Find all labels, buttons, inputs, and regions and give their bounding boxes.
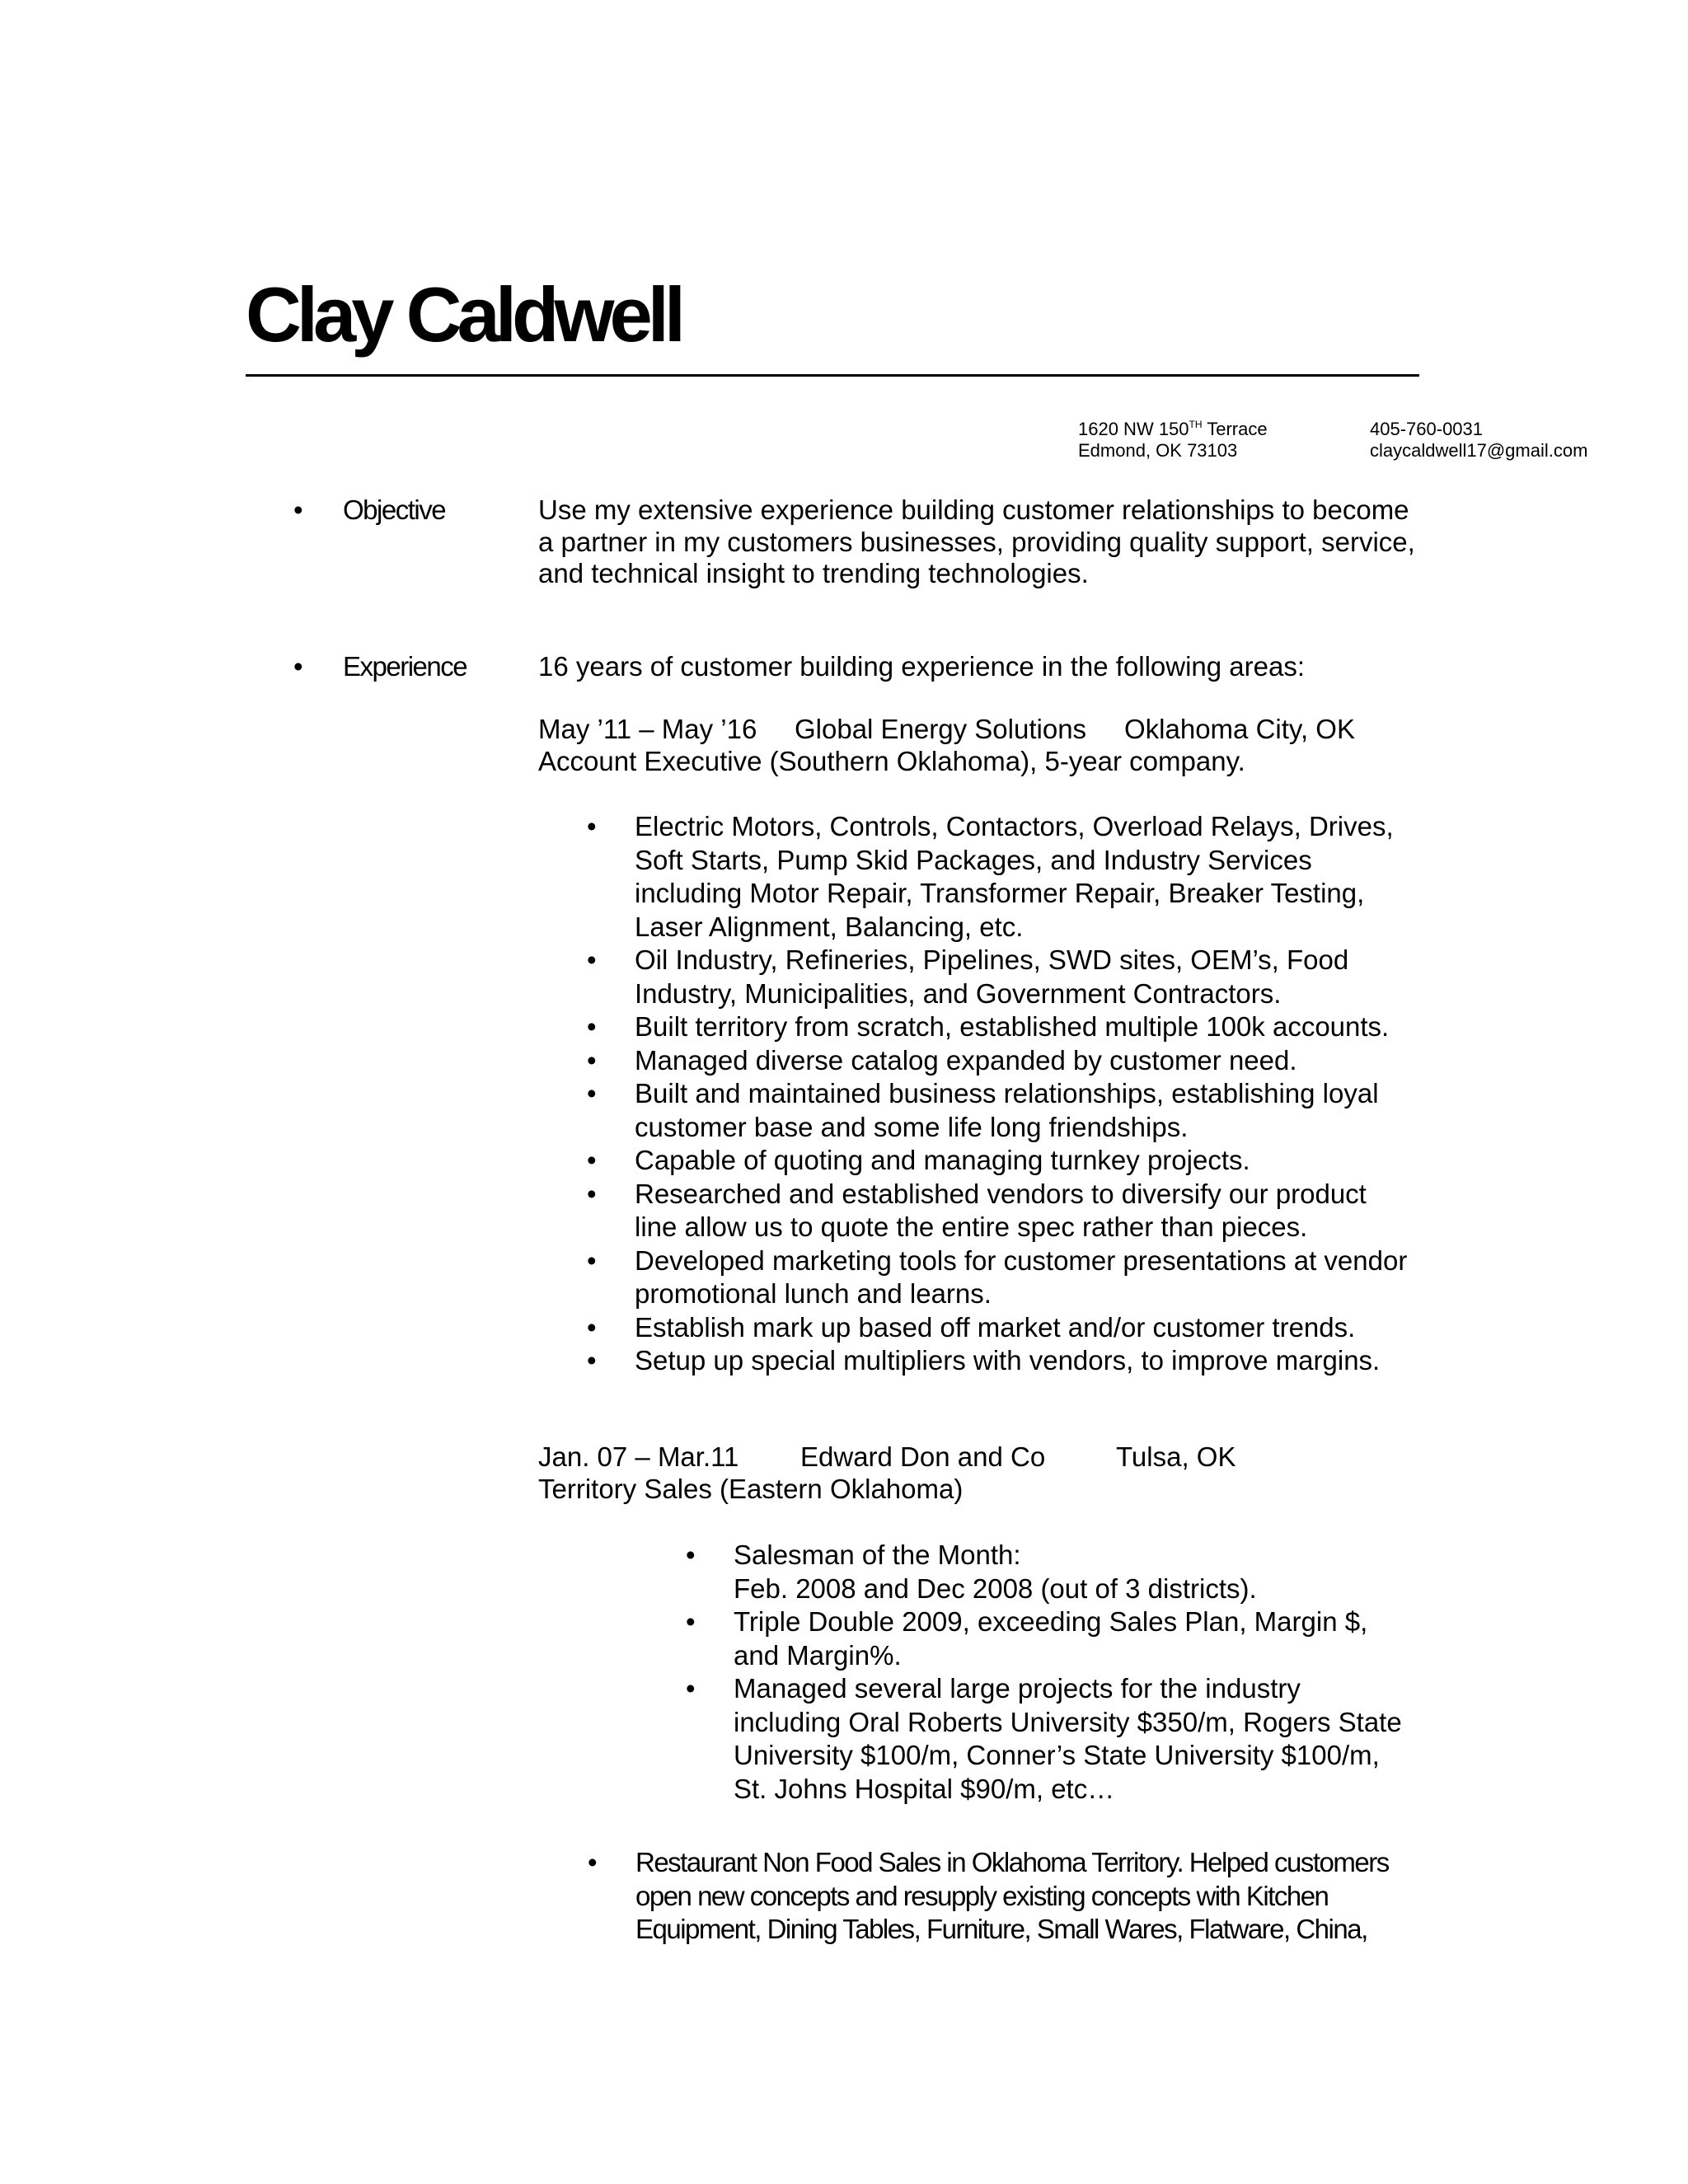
objective-line: Use my extensive experience building customer relationships to become	[538, 494, 1409, 525]
list-item-line: Electric Motors, Controls, Contactors, Overload Relays, Drives,	[635, 811, 1394, 841]
list-item-line: Salesman of the Month:	[734, 1540, 1021, 1570]
list-item	[686, 1539, 1402, 1605]
list-item-line: Managed several large projects for the industry	[734, 1673, 1301, 1704]
list-bullet: •	[587, 1311, 597, 1343]
job-2-bullet-list	[686, 1539, 1402, 1806]
list-item-line: Triple Double 2009, exceeding Sales Plan, Margin $,	[734, 1606, 1368, 1637]
list-item	[588, 1846, 1389, 1947]
list-item-line: including Oral Roberts University $350/m, Rogers State	[734, 1706, 1402, 1737]
list-bullet: •	[588, 1847, 598, 1877]
list-item-line: Setup up special multipliers with vendors, to improve margins.	[635, 1345, 1381, 1376]
list-item-line: Restaurant Non Food Sales in Oklahoma Territory. Helped customers	[635, 1847, 1389, 1877]
email-address: claycaldwell17@gmail.com	[1370, 440, 1588, 461]
list-item	[587, 1344, 1407, 1378]
list-bullet: •	[686, 1540, 696, 1570]
job-2-location: Tulsa, OK	[1116, 1441, 1236, 1472]
list-item	[587, 810, 1407, 944]
header-divider	[246, 374, 1419, 377]
list-bullet: •	[587, 1345, 597, 1376]
list-item-line: open new concepts and resupply existing concepts with Kitchen	[635, 1880, 1329, 1911]
list-item-line: Equipment, Dining Tables, Furniture, Small Wares, Flatware, China,	[635, 1914, 1367, 1944]
list-bullet: •	[587, 1011, 597, 1042]
list-item-line: Developed marketing tools for customer presentations at vendor	[635, 1244, 1408, 1276]
resume-name: Clay Caldwell	[246, 271, 681, 358]
list-item-line: including Motor Repair, Transformer Repair, Breaker Testing,	[635, 878, 1365, 908]
list-item	[587, 1178, 1407, 1244]
phone-number: 405-760-0031	[1370, 419, 1484, 439]
list-item-line: Establish mark up based off market and/or customer trends.	[635, 1311, 1356, 1343]
objective-line: a partner in my customers businesses, providing quality support, service,	[538, 526, 1415, 557]
list-item-line: Industry, Municipalities, and Government Contractors.	[635, 977, 1282, 1009]
job-1-head-line	[538, 714, 1445, 746]
list-item	[587, 1077, 1407, 1144]
list-bullet: •	[686, 1606, 696, 1637]
objective-bullet: •	[293, 494, 303, 525]
list-item	[686, 1672, 1402, 1806]
list-bullet: •	[587, 1044, 597, 1076]
list-item	[686, 1605, 1402, 1672]
objective-text	[538, 494, 1445, 590]
job-1-dates: May ’11 – May ’16	[538, 714, 757, 744]
experience-intro: 16 years of customer building experience in the following areas:	[538, 651, 1306, 682]
job-2-company: Edward Don and Co	[800, 1441, 1046, 1472]
list-item-line: line allow us to quote the entire spec rather than pieces.	[635, 1212, 1308, 1242]
address-street-suffix: Terrace	[1202, 419, 1268, 439]
list-item-line: Feb. 2008 and Dec 2008 (out of 3 districts).	[734, 1572, 1257, 1604]
list-item	[587, 1311, 1407, 1345]
list-item	[587, 1044, 1407, 1078]
job-2-head-line	[538, 1441, 1445, 1474]
list-item-line: St. Johns Hospital $90/m, etc…	[734, 1773, 1115, 1804]
experience-bullet: •	[293, 651, 303, 682]
list-item-line: Oil Industry, Refineries, Pipelines, SWD sites, OEM’s, Food	[635, 944, 1349, 975]
list-item	[587, 1244, 1408, 1311]
contact-phone-email	[1370, 419, 1587, 462]
list-bullet: •	[587, 1244, 597, 1276]
list-item-line: Built territory from scratch, established multiple 100k accounts.	[635, 1011, 1390, 1042]
list-item-line: and Margin%.	[734, 1639, 902, 1671]
list-item	[587, 944, 1407, 1010]
list-bullet: •	[686, 1673, 696, 1704]
list-item-line: customer base and some life long friendships.	[635, 1111, 1189, 1142]
list-item-line: Managed diverse catalog expanded by customer need.	[635, 1044, 1297, 1076]
address-line-2: Edmond, OK 73103	[1078, 440, 1238, 461]
address-street: 1620 NW 150	[1078, 419, 1189, 439]
list-item-line: promotional lunch and learns.	[635, 1278, 992, 1309]
job-1-company: Global Energy Solutions	[795, 714, 1087, 744]
list-item-line: Built and maintained business relationships, establishing loyal	[635, 1078, 1379, 1108]
restaurant-bullet-list	[588, 1846, 1389, 1947]
objective-label: Objective	[343, 494, 446, 525]
job-1-bullet-list	[587, 810, 1408, 1378]
list-item-line: Researched and established vendors to diversify our product	[635, 1178, 1367, 1209]
objective-line: and technical insight to trending technologies.	[538, 558, 1089, 588]
job-1-title: Account Executive (Southern Oklahoma), 5-year company.	[538, 745, 1245, 776]
list-bullet: •	[587, 1178, 597, 1209]
list-item-line: University $100/m, Conner’s State University $100/m,	[734, 1740, 1380, 1770]
address-ordinal: TH	[1189, 419, 1203, 430]
list-item	[587, 1144, 1407, 1178]
experience-label: Experience	[343, 651, 467, 682]
list-item	[587, 1010, 1407, 1044]
job-2-header	[538, 1441, 1445, 1505]
list-item-line: Laser Alignment, Balancing, etc.	[635, 911, 1024, 942]
list-item-line: Soft Starts, Pump Skid Packages, and Industry Services	[635, 844, 1312, 875]
job-2-dates: Jan. 07 – Mar.11	[538, 1441, 739, 1472]
list-bullet: •	[587, 811, 597, 841]
address-line-1	[1078, 419, 1268, 440]
job-1-header	[538, 714, 1445, 777]
list-bullet: •	[587, 1078, 597, 1108]
list-bullet: •	[587, 944, 597, 975]
list-item-line: Capable of quoting and managing turnkey projects.	[635, 1145, 1250, 1175]
contact-address	[1078, 419, 1268, 462]
job-1-location: Oklahoma City, OK	[1124, 714, 1355, 744]
list-bullet: •	[587, 1145, 597, 1175]
job-2-title: Territory Sales (Eastern Oklahoma)	[538, 1473, 964, 1504]
